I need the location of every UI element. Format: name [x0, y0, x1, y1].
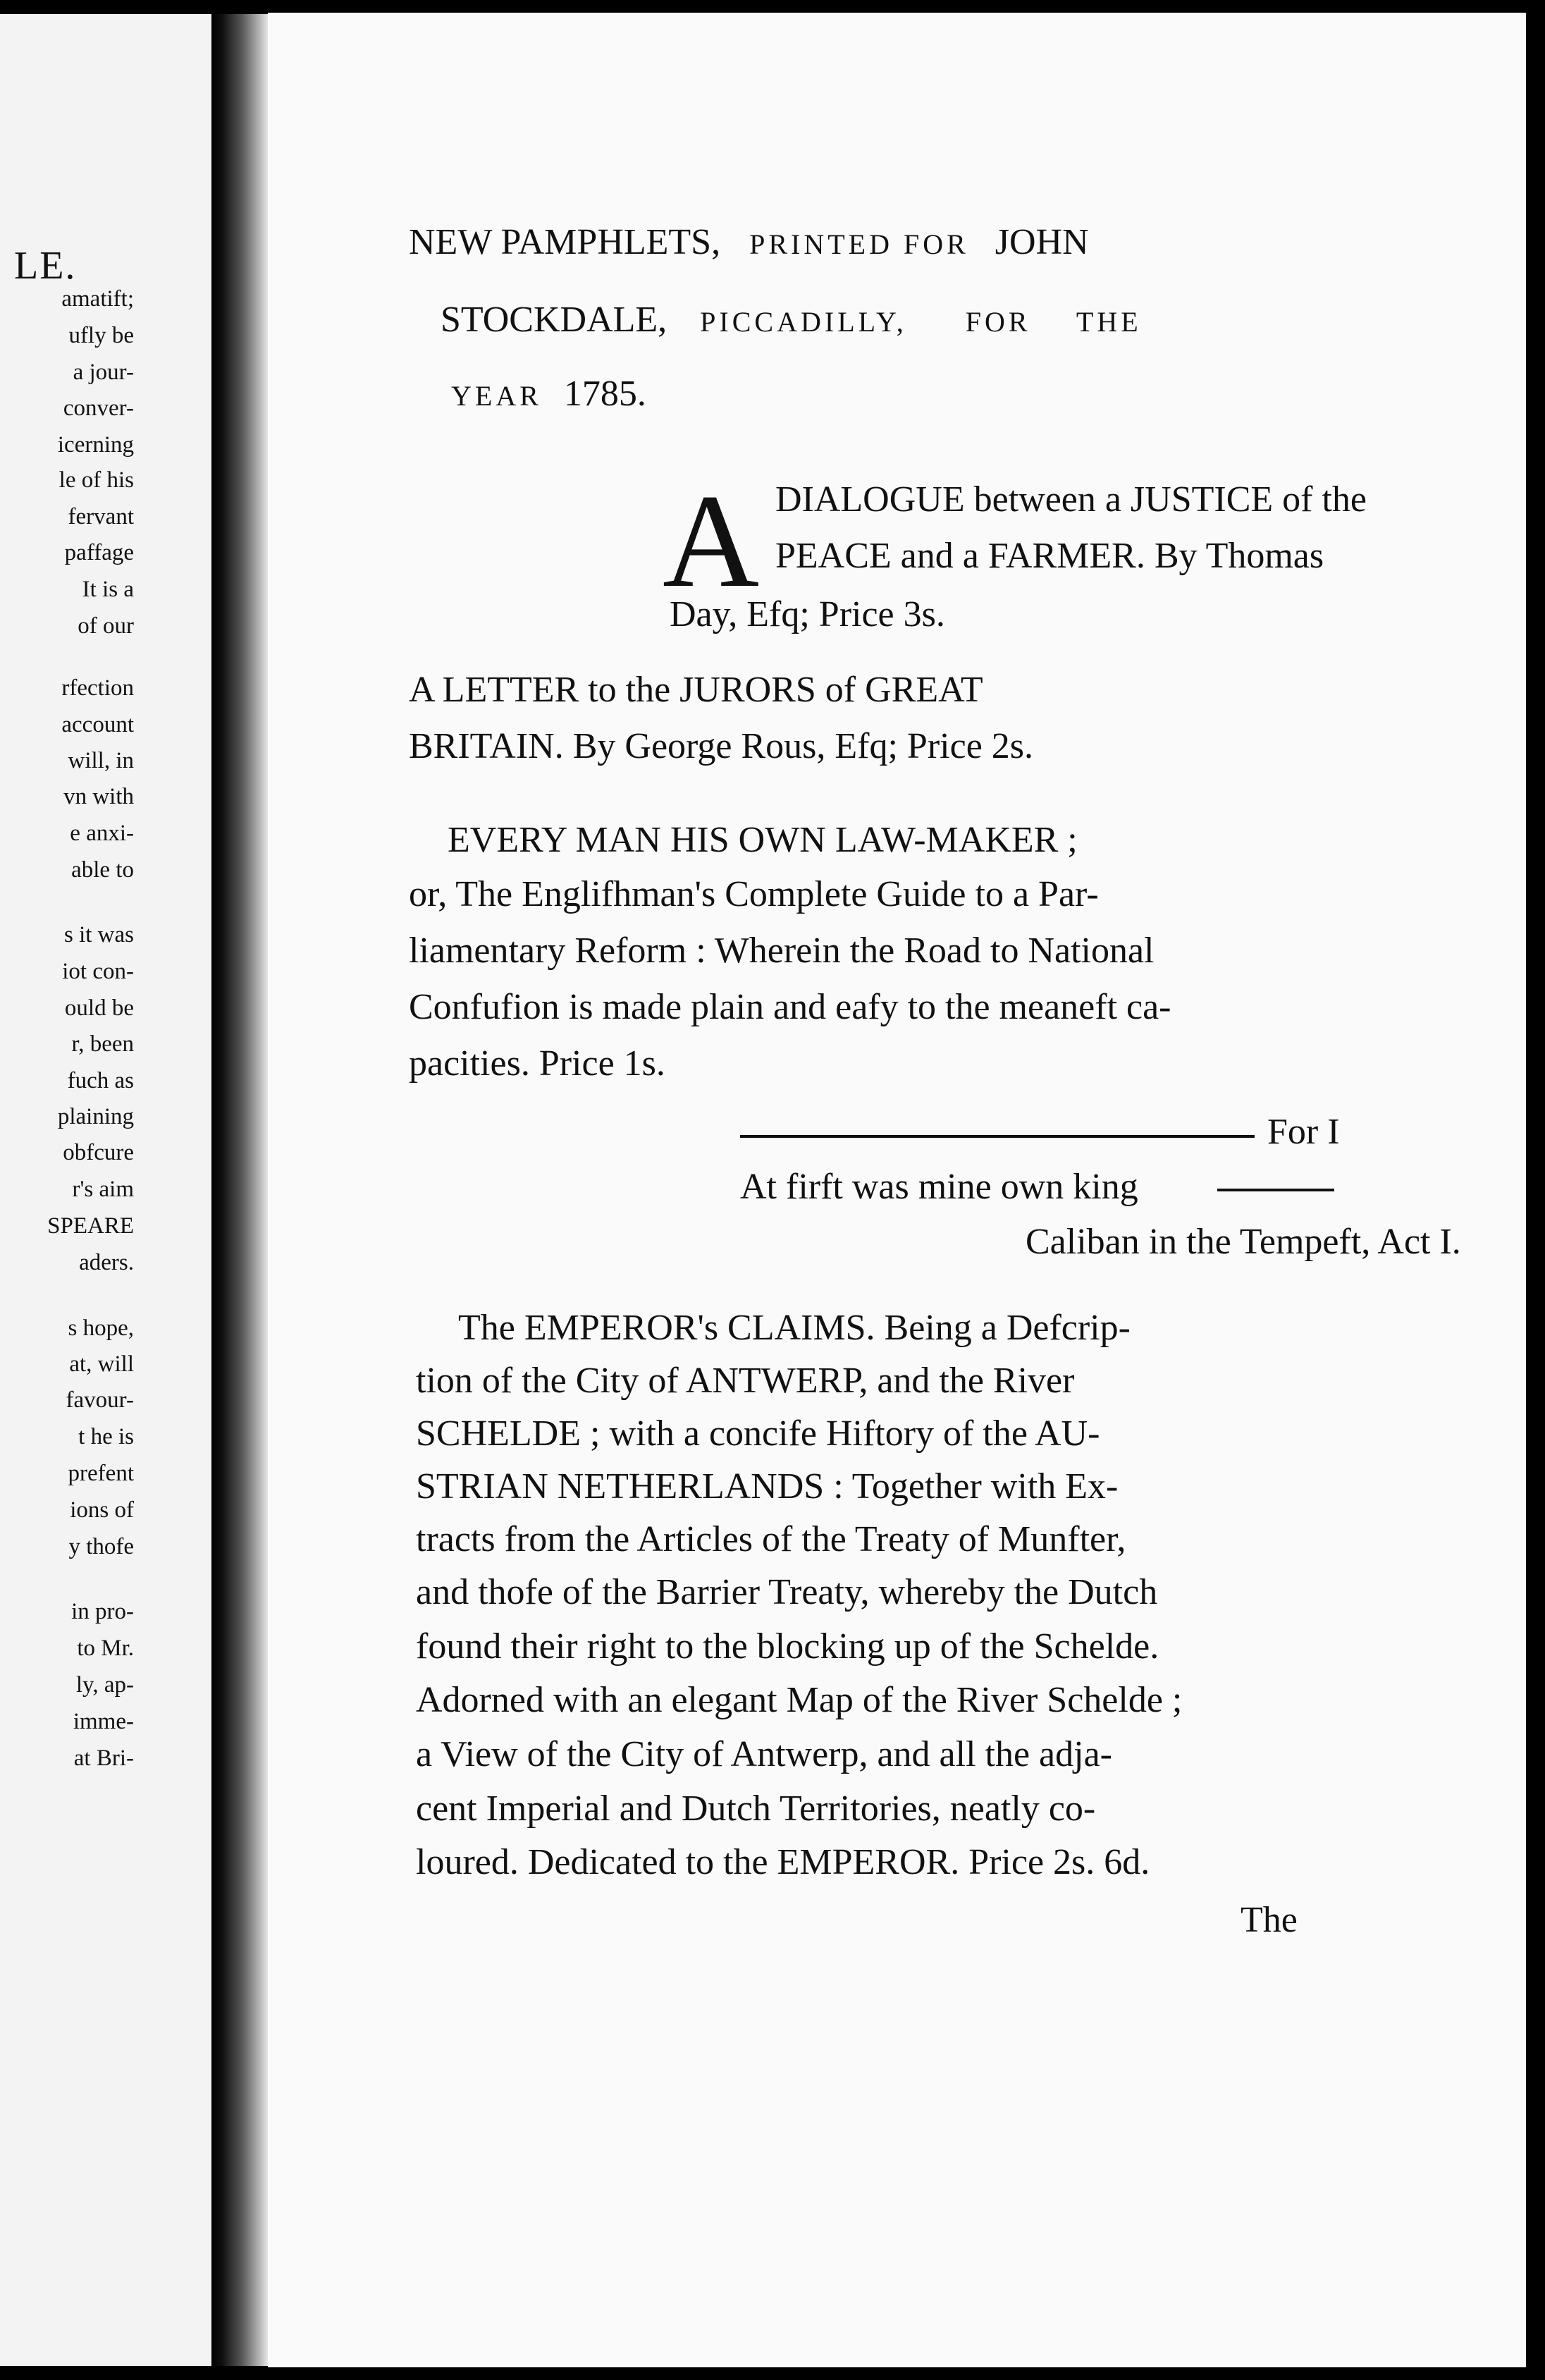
left-page-heading: LE.: [14, 244, 77, 288]
left-page-fragment-line: able to: [71, 857, 134, 883]
quote-line-3: Caliban in the Tempeft, Act I.: [1026, 1222, 1461, 1262]
title-for-the: FOR THE: [965, 306, 1142, 338]
left-page-fragment-line: to Mr.: [77, 1636, 134, 1661]
claims-line-10: cent Imperial and Dutch Territories, neatly co-: [416, 1789, 1096, 1829]
left-page-fragment-line: plaining: [57, 1104, 134, 1129]
letter-line-1: A LETTER to the JURORS of GREAT: [409, 670, 983, 710]
left-page-fragment-line: iot con-: [62, 959, 134, 984]
right-page: [268, 13, 1526, 2367]
title-year-number: 1785.: [563, 374, 646, 414]
quote-line-2: At firft was mine own king: [740, 1167, 1138, 1207]
title-year: YEAR: [451, 380, 542, 412]
left-page-fragment-line: s hope,: [68, 1315, 134, 1341]
claims-line-8: Adorned with an elegant Map of the River Schelde ;: [416, 1680, 1183, 1720]
catchword: The: [1241, 1900, 1298, 1940]
lawmaker-line-3: liamentary Reform : Wherein the Road to National: [409, 931, 1155, 971]
claims-line-3: SCHELDE ; with a concife Hiftory of the AU-: [416, 1413, 1100, 1454]
left-page-fragment-line: at Bri-: [73, 1746, 134, 1771]
title-printed-for: PRINTED FOR: [749, 228, 969, 260]
left-page-fragment-line: in pro-: [71, 1599, 134, 1624]
left-page-fragment-line: t he is: [78, 1424, 134, 1449]
left-page-fragment-line: icerning: [57, 432, 134, 458]
left-page-fragment-line: SPEARE: [47, 1213, 134, 1239]
claims-line-11: loured. Dedicated to the EMPEROR. Price 2s. 6d.: [416, 1842, 1150, 1882]
title-stockdale: STOCKDALE,: [441, 300, 667, 340]
quote-line-1: For I: [1267, 1112, 1340, 1152]
left-page-fragment-line: y thofe: [68, 1534, 134, 1559]
claims-line-6: and thofe of the Barrier Treaty, whereby the Dutch: [416, 1572, 1158, 1612]
left-page-fragment-line: obfcure: [63, 1140, 134, 1165]
claims-line-9: a View of the City of Antwerp, and all the adja-: [416, 1734, 1112, 1774]
left-page-fragment-line: amatift;: [61, 286, 134, 312]
left-page-fragment-line: ufly be: [68, 323, 134, 348]
left-page-fragment-line: conver-: [63, 395, 134, 421]
lawmaker-line-2: or, The Englifhman's Complete Guide to a Par-: [409, 874, 1099, 914]
left-page-fragment-line: prefent: [68, 1461, 134, 1486]
title-new-pamphlets: NEW PAMPHLETS,: [409, 222, 721, 262]
left-page-fragment-line: s it was: [64, 922, 134, 947]
left-page-fragment-line: a jour-: [73, 360, 134, 385]
left-page-fragment: [0, 14, 211, 2366]
dialogue-drop-cap: A: [663, 467, 760, 615]
left-page-fragment-line: of our: [78, 613, 134, 639]
title-piccadilly: PICCADILLY,: [700, 306, 907, 338]
left-page-fragment-line: It is a: [82, 577, 134, 602]
letter-line-2: BRITAIN. By George Rous, Efq; Price 2s.: [409, 726, 1034, 766]
left-page-fragment-line: aders.: [79, 1250, 134, 1275]
title-line-1: [409, 224, 1089, 261]
quote-dash-rule: [740, 1135, 1255, 1138]
left-page-fragment-line: at, will: [69, 1351, 134, 1377]
left-page-fragment-line: paffage: [64, 540, 134, 565]
left-page-fragment-line: r, been: [71, 1031, 134, 1057]
claims-line-7: found their right to the blocking up of the Schelde.: [416, 1626, 1159, 1667]
claims-line-1: The EMPEROR's CLAIMS. Being a Defcrip-: [458, 1308, 1131, 1348]
quote-trailing-dash: [1217, 1189, 1334, 1191]
dialogue-line-2: PEACE and a FARMER. By Thomas: [775, 536, 1324, 576]
left-page-fragment-line: ould be: [64, 995, 134, 1021]
book-gutter-shadow: [211, 14, 268, 2366]
left-page-fragment-line: imme-: [73, 1709, 134, 1734]
left-page-fragment-line: r's aim: [72, 1177, 134, 1202]
claims-line-2: tion of the City of ANTWERP, and the River: [416, 1361, 1075, 1401]
lawmaker-line-4: Confufion is made plain and eafy to the meaneft ca-: [409, 987, 1171, 1027]
left-page-fragment-line: fervant: [68, 504, 134, 529]
left-page-fragment-line: vn with: [63, 784, 134, 809]
title-john: JOHN: [995, 222, 1089, 262]
lawmaker-line-1: EVERY MAN HIS OWN LAW-MAKER ;: [448, 820, 1078, 860]
left-page-fragment-line: rfection: [61, 675, 134, 701]
title-line-2: [441, 302, 1142, 338]
left-page-fragment-line: le of his: [59, 467, 134, 493]
lawmaker-line-5: pacities. Price 1s.: [409, 1043, 665, 1084]
left-page-fragment-line: e anxi-: [70, 821, 134, 846]
dialogue-line-3: Day, Efq; Price 3s.: [670, 594, 945, 634]
left-page-fragment-line: favour-: [66, 1387, 134, 1413]
claims-line-4: STRIAN NETHERLANDS : Together with Ex-: [416, 1466, 1119, 1507]
dialogue-line-1: DIALOGUE between a JUSTICE of the: [775, 479, 1367, 520]
left-page-fragment-line: ly, ap-: [75, 1672, 134, 1698]
left-page-fragment-line: will, in: [68, 748, 134, 773]
title-line-3: [451, 376, 646, 412]
left-page-fragment-line: fuch as: [67, 1068, 134, 1093]
left-page-fragment-line: ions of: [70, 1497, 134, 1523]
claims-line-5: tracts from the Articles of the Treaty of Munfter,: [416, 1519, 1126, 1559]
left-page-fragment-line: account: [61, 712, 134, 737]
